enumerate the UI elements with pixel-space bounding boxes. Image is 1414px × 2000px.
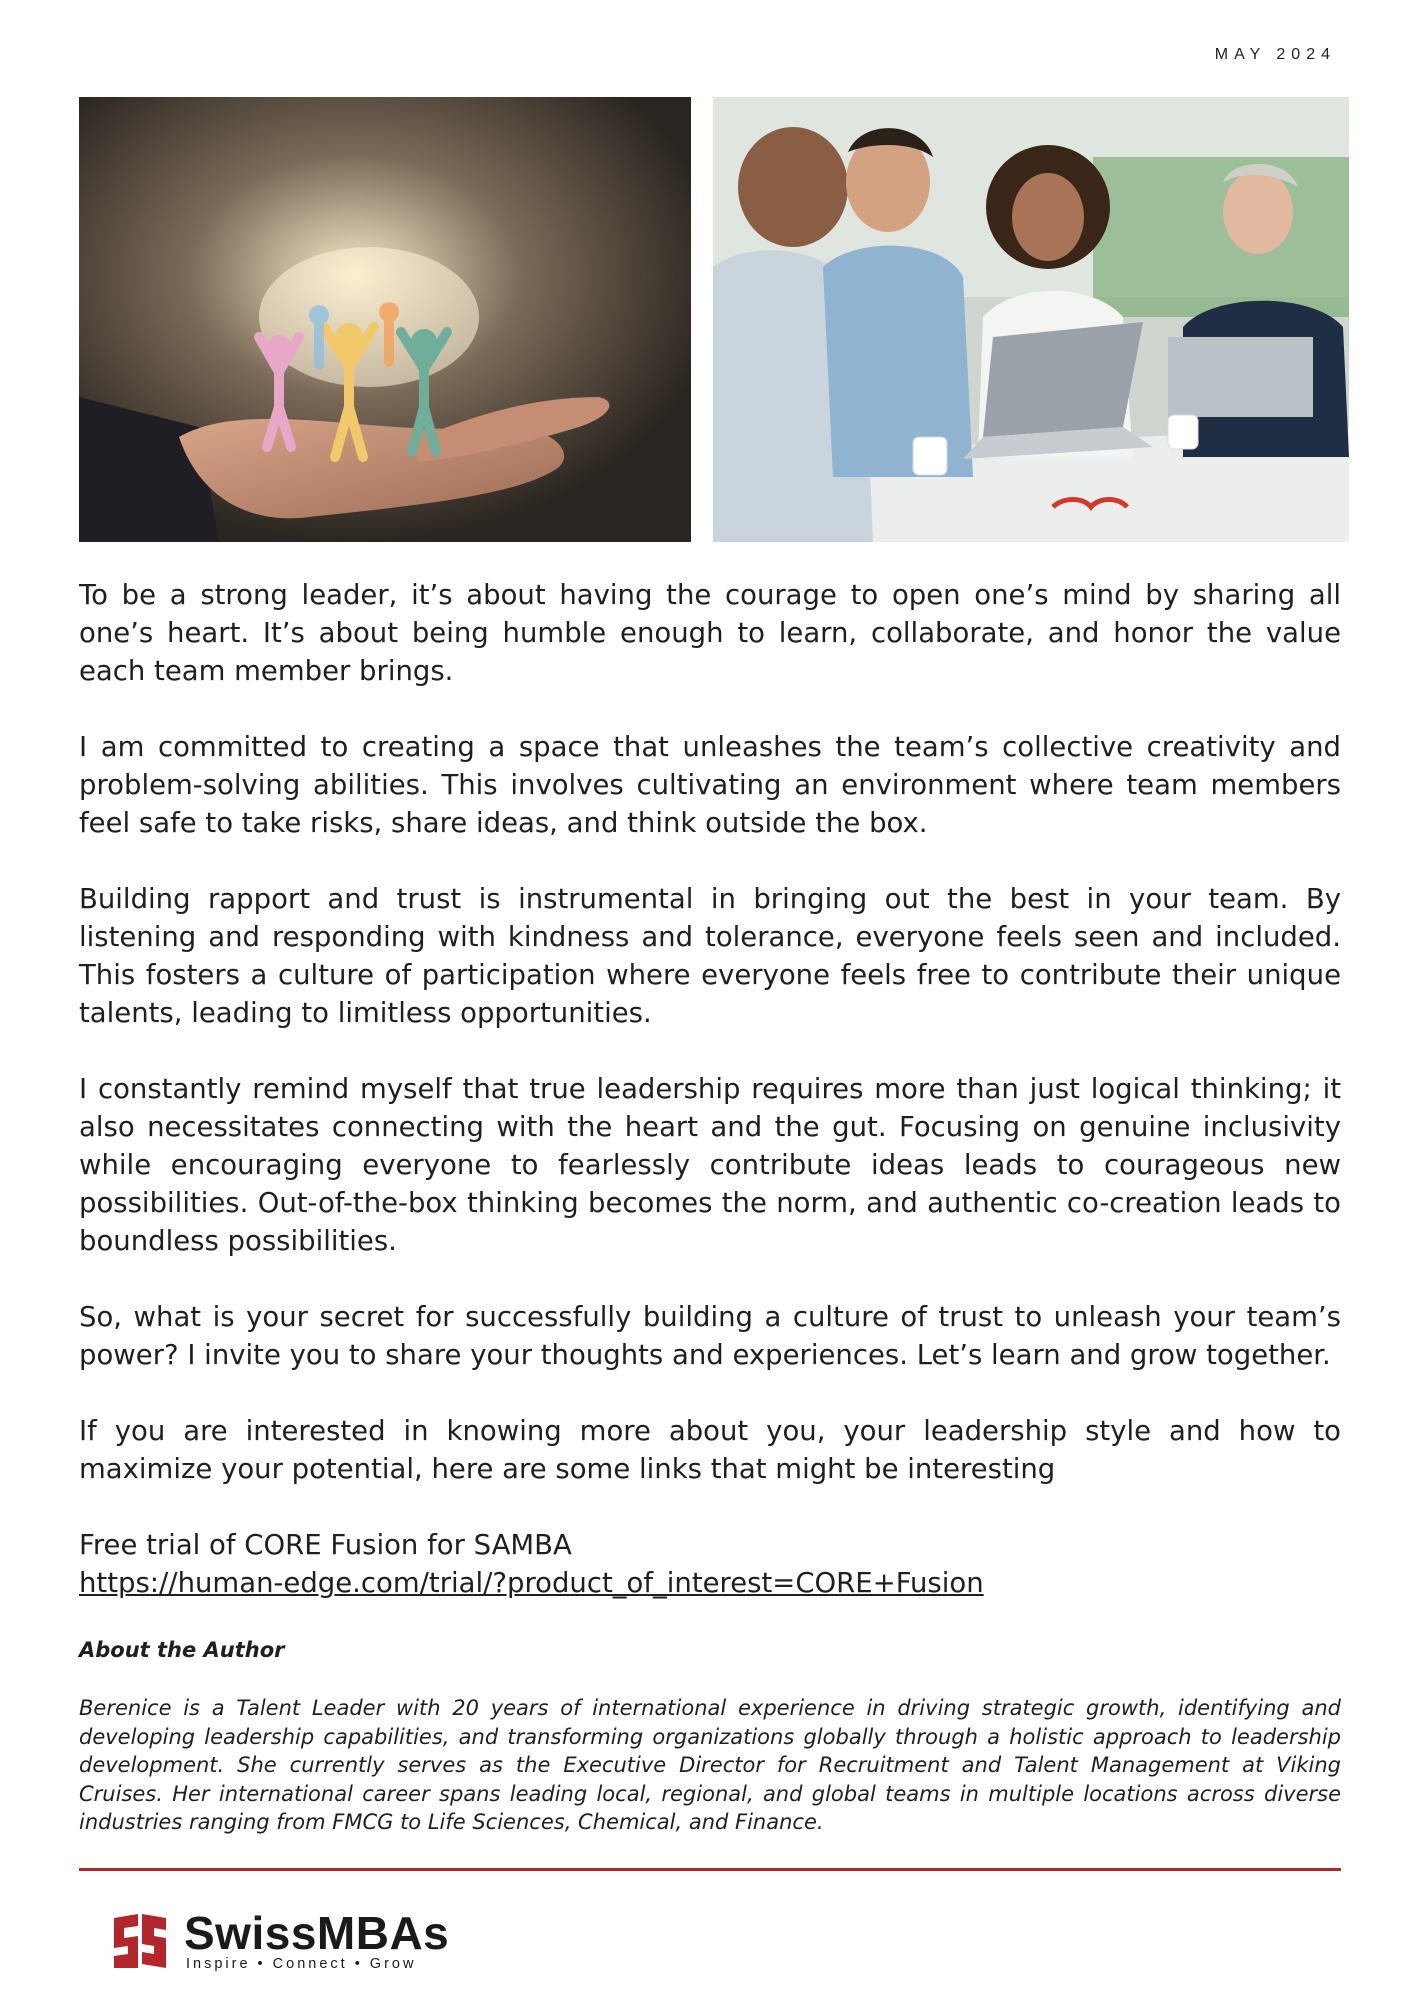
article-paragraph: To be a strong leader, it’s about having the courage to open one’s mind by sharing all one’s heart. It’s about being humble enough to learn, collaborate, and honor the value each team member brings. bbox=[79, 579, 1341, 687]
article-paragraph: So, what is your secret for successfully building a culture of trust to unleash your team’s power? I invite you to share your thoughts and experiences. Let’s learn and grow together. bbox=[79, 1301, 1341, 1371]
article-paragraph: I am committed to creating a space that unleashes the team’s collective creativity and problem-solving abilities. This involves cultivating an environment where team members feel safe to take risks, share ideas, and think outside the box. bbox=[79, 731, 1341, 839]
trial-label: Free trial of CORE Fusion for SAMBA bbox=[79, 1529, 572, 1561]
trial-block bbox=[79, 1526, 1341, 1602]
swissmbas-logo bbox=[108, 1906, 468, 1978]
hand-holding-paper-people-illustration bbox=[79, 97, 691, 542]
article-paragraph: Building rapport and trust is instrumental in bringing out the best in your team. By listening and responding with kindness and tolerance, everyone feels seen and included. This fosters a culture of participation where everyone feels free to contribute their unique talents, leading to limitless opportunities. bbox=[79, 883, 1341, 1029]
swissmbas-logo-mark-icon bbox=[108, 1910, 170, 1972]
footer-divider bbox=[79, 1868, 1341, 1871]
article-paragraph: If you are interested in knowing more about you, your leadership style and how to maximize your potential, here are some links that might be interesting bbox=[79, 1415, 1341, 1485]
issue-date: MAY 2024 bbox=[1214, 46, 1336, 63]
article-body bbox=[79, 576, 1341, 1602]
trial-link[interactable]: https://human-edge.com/trial/?product_of_interest=CORE+Fusion bbox=[79, 1567, 984, 1599]
hand-holding-paper-people-image bbox=[79, 97, 691, 542]
article-paragraph: I constantly remind myself that true leadership requires more than just logical thinking; it also necessitates connecting with the heart and the gut. Focusing on genuine inclusivity while encouraging everyone to fearlessly contribute ideas leads to courageous new possibilities. Out-of-the-box thinking becomes the norm, and authentic co-creation leads to boundless possibilities. bbox=[79, 1073, 1341, 1257]
team-meeting-illustration bbox=[713, 97, 1349, 542]
about-author-bio: Berenice is a Talent Leader with 20 years of international experience in driving strategic growth, identifying and developing leadership capabilities, and transforming organizations globally through a holistic approach to leadership development. She currently serves as the Executive Director for Recruitment and Talent Management at Viking Cruises. Her international career spans leading local, regional, and global teams in multiple locations across diverse industries ranging from FMCG to Life Sciences, Chemical, and Finance. bbox=[79, 1696, 1341, 1834]
team-meeting-image bbox=[713, 97, 1349, 542]
logo-name: SwissMBAs bbox=[184, 1907, 450, 1959]
about-author-heading: About the Author bbox=[79, 1638, 285, 1662]
logo-tagline: Inspire • Connect • Grow bbox=[186, 1956, 417, 1972]
